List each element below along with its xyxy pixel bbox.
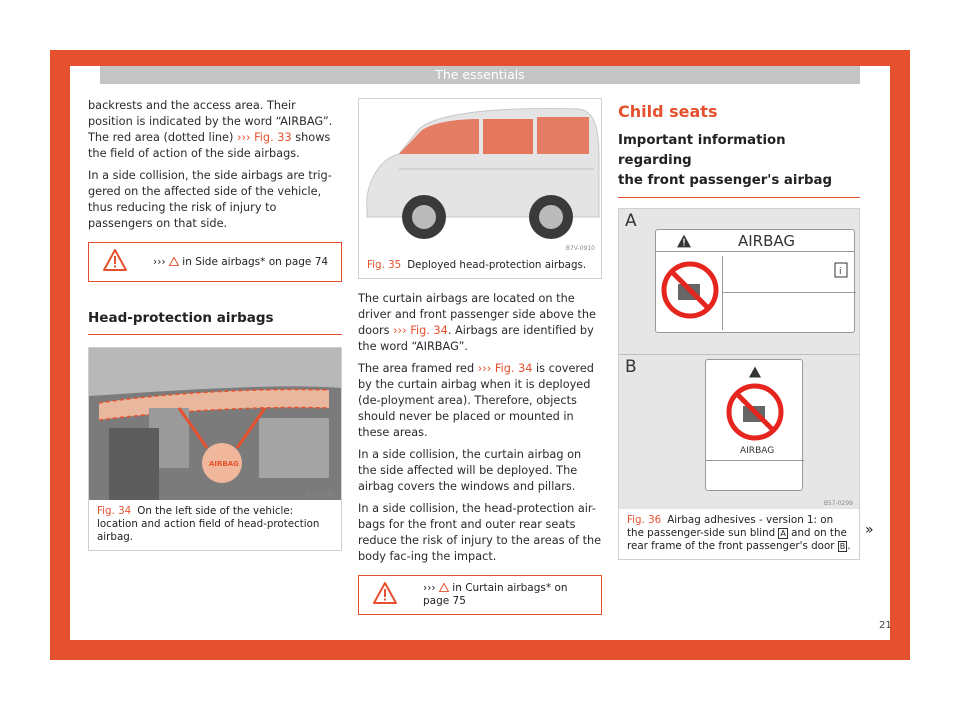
- text: is covered by the curtain airbag when it is deployed (de-ployment area). Therefore, objects should never be placed or mounted in these areas.: [358, 362, 594, 439]
- figure-code: B7V-1069: [305, 491, 335, 498]
- caption-text: Deployed head-protection airbags.: [407, 259, 587, 271]
- caption-text: On the left side of the vehicle: location and action field of head-protection airbag.: [97, 505, 320, 543]
- figure-34: [88, 347, 342, 551]
- warning-triangle-icon: [748, 366, 762, 378]
- sticker-b: [705, 359, 803, 491]
- figure-caption: [359, 254, 601, 278]
- panel-letter-a: A: [625, 211, 637, 231]
- paragraph: [88, 98, 342, 162]
- text: . Airbags are identified by the word “AIRBAG”.: [358, 324, 594, 353]
- figure-reference-link[interactable]: ››› Fig. 34: [477, 362, 533, 375]
- warning-box: [88, 242, 342, 282]
- figure-36-image: [619, 209, 859, 509]
- text: The area framed red: [358, 362, 478, 375]
- warning-small-icon: [169, 257, 179, 266]
- warning-link[interactable]: [153, 256, 328, 269]
- paragraph: In a side collision, the curtain airbag on the side affected will be deployed. The airbag covers the windows and pillars.: [358, 448, 582, 493]
- warning-small-icon: [439, 583, 449, 592]
- header-title: The essentials: [435, 67, 525, 82]
- callout-box-b: B: [839, 542, 846, 551]
- sticker-title: AIRBAG: [738, 232, 796, 250]
- figure-label: Fig. 35: [367, 259, 402, 271]
- figure-code: B57-0299: [823, 500, 853, 507]
- panel-letter-b: B: [625, 357, 637, 377]
- chapter-heading: Child seats: [618, 102, 718, 121]
- figure-caption: [89, 500, 341, 550]
- svg-text:i: i: [839, 267, 842, 277]
- paragraph: [358, 361, 602, 441]
- warning-triangle-icon: [676, 234, 692, 248]
- section-heading: Head-protection airbags: [88, 310, 342, 335]
- paragraph: In a side collision, the head-protection air-bags for the front and outer rear seats reduce the risk of injury to the areas of the body fac-ing the impact.: [358, 502, 602, 563]
- text: The curtain airbags are located on the driver and front passenger side above the doors: [358, 292, 596, 337]
- airbag-label: AIRBAG: [209, 460, 239, 468]
- warning-box: [358, 575, 602, 615]
- sub-heading: [618, 131, 860, 198]
- figure-reference-link[interactable]: ››› Fig. 34: [393, 324, 448, 337]
- caption-text: Airbag adhesives - version 1: on the passenger-side sun blind: [627, 514, 834, 539]
- column-right: [618, 102, 860, 560]
- sticker-a: [655, 229, 855, 333]
- page-number: 21: [879, 620, 892, 631]
- sub-heading-line: the front passenger's airbag: [618, 173, 833, 188]
- warning-text: in Side airbags* on page 74: [178, 255, 329, 268]
- arrow-prefix: ›››: [423, 582, 436, 594]
- figure-reference-link[interactable]: ››› Fig. 33: [236, 131, 292, 144]
- figure-35: [358, 98, 602, 279]
- figure-caption: [619, 509, 859, 559]
- caption-text: .: [847, 540, 851, 552]
- warning-link[interactable]: [423, 582, 568, 608]
- warning-text: in Curtain airbags* on: [448, 582, 568, 594]
- column-middle: [358, 98, 602, 615]
- text: backrests and the access area. Their position is indicated by the word “AIRBAG”. The red area (dotted line): [88, 99, 333, 144]
- no-child-seat-icon: [660, 260, 720, 320]
- figure-label: Fig. 34: [97, 505, 132, 517]
- figure-34-image: [89, 348, 341, 500]
- paragraph: In a side collision, the side airbags are trig-gered on the affected side of the vehicle, thus reducing the risk of injury to passengers on that side.: [88, 169, 332, 230]
- sub-heading-line: Important information regarding: [618, 133, 786, 168]
- figure-label: Fig. 36: [627, 514, 662, 526]
- warning-triangle-icon: [373, 582, 397, 604]
- sticker-title: AIRBAG: [740, 446, 775, 456]
- figure-code: B7V-0910: [565, 245, 595, 252]
- callout-box-a: A: [780, 529, 786, 538]
- arrow-prefix: ›››: [153, 255, 166, 268]
- continue-mark: »: [865, 522, 874, 538]
- car-side-illustration: [359, 99, 601, 254]
- paragraph: [358, 291, 602, 355]
- sticker-a-header: [656, 230, 854, 252]
- manual-book-icon: [834, 262, 848, 280]
- car-interior-illustration: [89, 348, 341, 500]
- warning-text: page 75: [423, 595, 466, 607]
- warning-triangle-icon: [103, 249, 127, 271]
- caption-text: and on the rear frame of the front passenger's door: [627, 527, 847, 552]
- text: shows the field of action of the side airbags.: [88, 131, 331, 160]
- running-header: [100, 66, 860, 84]
- no-child-seat-icon: [725, 382, 785, 442]
- column-left: [88, 98, 342, 551]
- figure-36: [618, 208, 860, 560]
- figure-35-image: [359, 99, 601, 254]
